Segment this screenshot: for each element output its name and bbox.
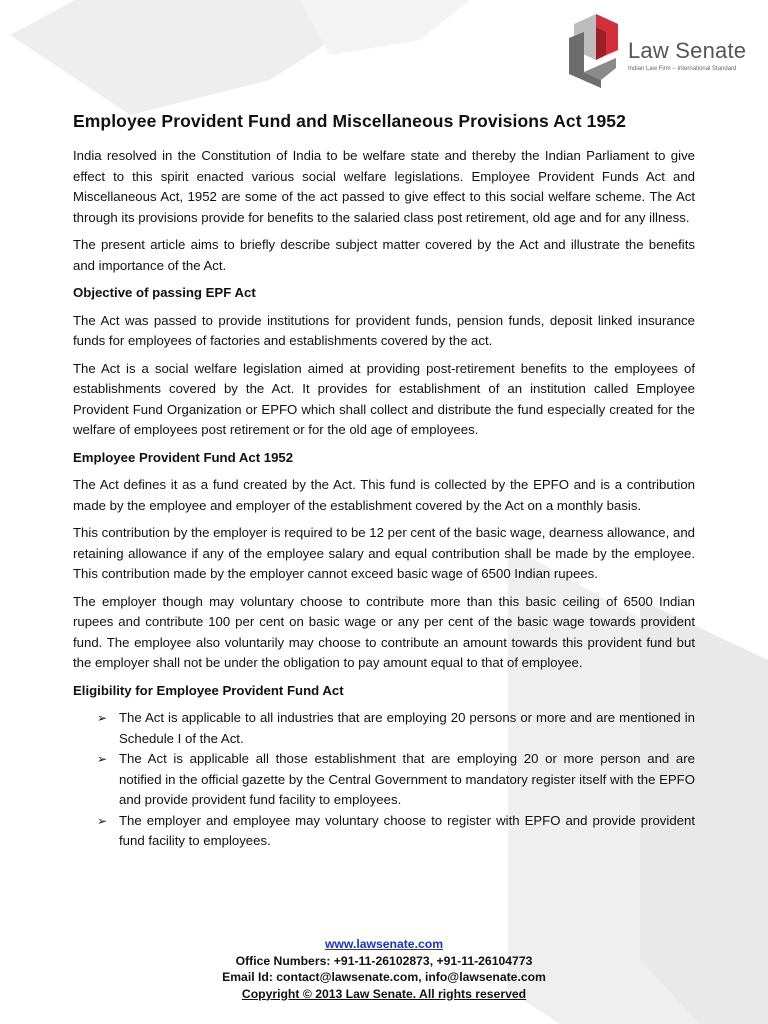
epf-act-paragraph-1: The Act defines it as a fund created by the Act. This fund is collected by the EPFO and is a contribution made by the employee and employer of the establishment covered by the Act on a monthly basis. [73, 477, 695, 513]
arrow-bullet-icon: ➢ [97, 711, 108, 725]
epf-act-paragraph-2: This contribution by the employer is required to be 12 per cent of the basic wage, dearness allowance, and retaining allowance if any of the employee salary and equal contribution shall be made by the employee. This contribution made by the employer cannot exceed basic wage of 6500 Indian rupees. [73, 525, 695, 581]
section-heading-objective: Objective of passing EPF Act [73, 285, 256, 300]
section-heading-epf-act: Employee Provident Fund Act 1952 [73, 449, 294, 465]
logo-name: Law Senate [628, 38, 747, 63]
epf-act-paragraph-3: The employer though may voluntary choose to contribute more than this basic ceiling of 6500 Indian rupees and contribute 100 per cent on basic wage or any per cent of the basic wage towards provident fund. The employee also voluntarily may choose to contribute an amount towards this provident fund but the employer shall not be under the obligation to pay amount equal to that of employee. [73, 593, 695, 670]
list-item-text: The employer and employee may voluntary choose to register with EPFO and provide provident fund facility to employees. [119, 812, 695, 848]
email-ids: Email Id: contact@lawsenate.com, info@lawsenate.com [222, 970, 546, 984]
website-link[interactable]: www.lawsenate.com [324, 937, 444, 951]
list-item [73, 749, 695, 811]
list-item [73, 708, 695, 749]
background-shape-top-small [300, 0, 470, 55]
page-footer [0, 936, 768, 1002]
list-item [73, 811, 695, 852]
law-senate-logo [566, 10, 756, 90]
document-title: Employee Provident Fund and Miscellaneous Provisions Act 1952 [73, 111, 626, 131]
intro-paragraph-2: The present article aims to briefly describe subject matter covered by the Act and illustrate the benefits and importance of the Act. [73, 237, 695, 273]
section-heading-eligibility: Eligibility for Employee Provident Fund Act [73, 682, 344, 698]
eligibility-list [73, 708, 695, 852]
arrow-bullet-icon: ➢ [97, 752, 108, 766]
office-numbers: Office Numbers: +91-11-26102873, +91-11-26104773 [235, 953, 533, 968]
document-body [73, 110, 695, 852]
arrow-bullet-icon: ➢ [97, 813, 108, 828]
logo-cube-icon [566, 10, 626, 90]
objective-paragraph-1: The Act was passed to provide institutions for provident funds, pension funds, deposit linked insurance funds for employees of factories and establishments covered by the act. [73, 312, 695, 348]
copyright-notice: Copyright © 2013 Law Senate. All rights reserved [241, 986, 527, 1001]
logo-tagline: Indian Law Firm – International Standard [628, 66, 737, 72]
intro-paragraph-1: India resolved in the Constitution of India to be welfare state and thereby the Indian Parliament to give effect to this spirit enacted various social welfare legislations. Employee Provident Funds Act and Miscellaneous Act, 1952 are some of the act passed to give effect to this social welfare scheme. The Act through its provisions provide for benefits to the salaried class post retirement, old age and for any illness. [73, 148, 695, 225]
objective-paragraph-2: The Act is a social welfare legislation aimed at providing post-retirement benefits to the employees of establishments covered by the Act. It provides for establishment of an institution called Employee Provident Fund Organization or EPFO which shall collect and distribute the fund especially created for the welfare of employees post retirement or for the old age of employees. [73, 360, 695, 437]
list-item-text: The Act is applicable all those establishment that are employing 20 or more person and are notified in the official gazette by the Central Government to mandatory register itself with the EPFO and provide provident fund facility to employees. [119, 751, 695, 807]
list-item-text: The Act is applicable to all industries that are employing 20 persons or more and are mentioned in Schedule I of the Act. [119, 710, 695, 746]
